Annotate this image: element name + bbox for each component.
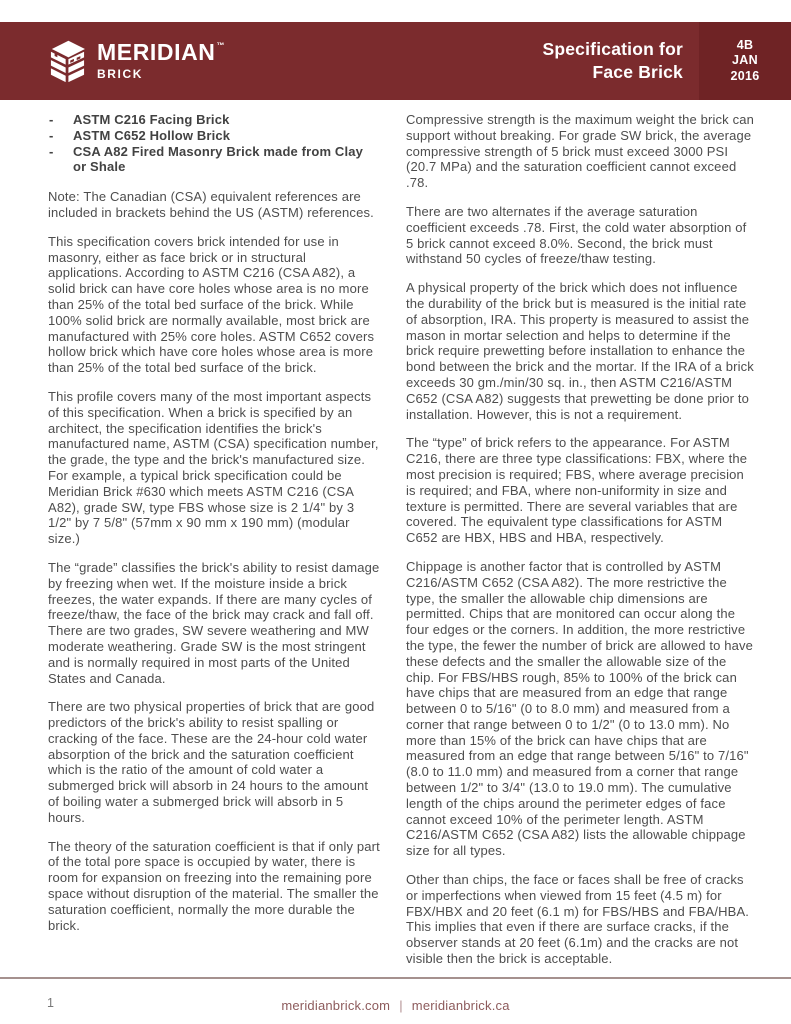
bullet-dash: -	[49, 127, 54, 143]
bullet-dash: -	[49, 143, 54, 159]
paragraph: This specification covers brick intended for use in masonry, either as face brick or in structural applications. According to ASTM C216 (CSA A82), a solid brick can have core holes whose area is no more than 25% of the total bed surface of the brick. While 100% solid brick are normally available, most brick are manufactured with 25% core holes. ASTM C652 covers hollow brick which have core holes whose area is more than 25% of the total bed surface of the brick.	[48, 233, 375, 376]
edition-code: 4B	[736, 37, 754, 52]
header-band	[0, 22, 791, 100]
brand-sub-label: BRICK	[97, 67, 143, 81]
meridian-brick-logo	[47, 38, 225, 84]
list-item-label: CSA A82 Fired Masonry Brick made from Clay or Shale	[73, 143, 363, 175]
footer-websites	[0, 998, 791, 1013]
edition-box	[699, 22, 791, 100]
paragraph: Other than chips, the face or faces shall be free of cracks or imperfections when viewed from 15 feet (4.5 m) for FBX/HBX and 20 feet (6.1 m) for FBS/HBS and FBA/HBA. This implies that even if there are surface cracks, if the observer stands at 20 feet (6.1m) and the cracks are not visible then the brick is acceptable.	[406, 872, 750, 967]
document-title	[542, 38, 699, 84]
paragraph: The “type” of brick refers to the appearance. For ASTM C216, there are three type classifications: FBX, where the most precision is required; FBS, where average precision is required; and FBA, where non-uniformity in size and texture is permitted. There are several variables that are covered. The equivalent type classifications for ASTM C652 are HBX, HBS and HBA, respectively.	[406, 435, 748, 546]
bullet-dash: -	[49, 112, 54, 127]
website-link-ca[interactable]: meridianbrick.ca	[411, 998, 510, 1013]
paragraph: The “grade” classifies the brick's ability to resist damage by freezing when wet. If the moisture inside a brick freezes, the water expands. If there are many cycles of freeze/thaw, the face of the brick may crack and fall off. There are two grades, SW severe weathering and MW moderate weathering. Grade SW is the most stringent and is normally required in most parts of the United States and Canada.	[48, 559, 380, 686]
trademark-symbol: ™	[216, 41, 226, 50]
paragraph: Chippage is another factor that is controlled by ASTM C216/ASTM C652 (CSA A82). The more restrictive the type, the smaller the allowable chip dimensions are permitted. Chips that are monitored can occur along the four edges or the corners. In addition, the more restrictive the type, the fewer the number of brick are allowed to have these defects and the smaller the allowable size of the chip. For FBS/HBS rough, 85% to 100% of the brick can have chips that are measured from an edge that range between 0 to 5/16" (0 to 8.0 mm) and measured from a corner that range between 0 to 1/2" (0 to 13.0 mm). No more than 15% of the brick can have chips that are measured from an edge that range between 5/16" to 7/16" (8.0 to 11.0 mm) and measured from a corner that range between 1/2" to 3/4" (13.0 to 19.0 mm). The cumulative length of the chips around the perimeter edges of face cannot exceed 10% of the perimeter length. ASTM C216/ASTM C652 (CSA A82) lists the allowable chippage size for all types.	[406, 558, 754, 859]
right-column	[406, 112, 756, 980]
paragraph: There are two alternates if the average saturation coefficient exceeds .78. First, the cold water absorption of 5 brick cannot exceed 8.0%. Second, the brick must withstand 50 cycles of freeze/thaw testing.	[406, 203, 747, 267]
paragraph: A physical property of the brick which does not influence the durability of the brick but is measured is the initial rate of absorption, IRA. This property is measured to assist the mason in mortar selection and helps to determine if the brick require prewetting before installation to enhance the bond between the brick and the mortar. If the IRA of a brick exceeds 30 gm./min/30 sq. in., then ASTM C216/ASTM C652 (CSA A82) suggests that prewetting be done prior to installation. However, this is not a requirement.	[406, 280, 754, 422]
paragraph: Compressive strength is the maximum weight the brick can support without breaking. For grade SW brick, the average compressive strength of 5 brick must exceed 3000 PSI (20.7 MPa) and the saturation coefficient cannot exceed .78.	[406, 112, 754, 191]
list-item	[48, 128, 380, 144]
paragraph: There are two physical properties of brick that are good predictors of the brick's ability to resist spalling or cracking of the face. These are the 24-hour cold water absorption of the brick and the saturation coefficient which is the ratio of the amount of cold water a submerged brick will absorb in 24 hours to the amount of boiling water a submerged brick will absorb in 5 hours.	[48, 699, 375, 825]
footer-separator: |	[399, 998, 403, 1013]
edition-year: 2016	[730, 68, 760, 83]
logo-wordmark	[97, 41, 225, 81]
list-item-label: ASTM C216 Facing Brick	[73, 112, 230, 127]
document-title-line1: Specification for	[542, 38, 683, 59]
website-link-com[interactable]: meridianbrick.com	[281, 998, 391, 1013]
list-item	[48, 112, 380, 128]
brick-building-icon	[47, 38, 88, 84]
footer-divider	[0, 977, 791, 979]
paragraph: This profile covers many of the most important aspects of this specification. When a brick is specified by an architect, the specification identifies the brick's manufactured name, ASTM (CSA) specification number, the grade, the type and the brick's manufactured size. For example, a typical brick specification could be Meridian Brick #630 which meets ASTM C216 (CSA A82), grade SW, type FBS whose size is 2 1/4" by 3 1/2" by 7 5/8" (57mm x 90 mm x 190 mm) (modular size.)	[48, 388, 379, 547]
brand-name: MERIDIAN	[97, 39, 216, 65]
paragraph-note: Note: The Canadian (CSA) equivalent references are included in brackets behind the US (ASTM) references.	[48, 189, 374, 220]
list-item-label: ASTM C652 Hollow Brick	[73, 127, 231, 143]
list-item	[48, 144, 380, 176]
left-column	[48, 112, 380, 980]
standards-list	[48, 112, 380, 175]
paragraph: The theory of the saturation coefficient is that if only part of the total pore space is occupied by water, there is room for expansion on freezing into the remaining pore space without disruption of the material. The smaller the saturation coefficient, normally the more durable the brick.	[48, 838, 380, 933]
body-columns	[48, 112, 756, 980]
document-title-line2: Face Brick	[592, 62, 683, 82]
edition-month: JAN	[732, 53, 758, 68]
page-number: 1	[47, 996, 54, 1010]
